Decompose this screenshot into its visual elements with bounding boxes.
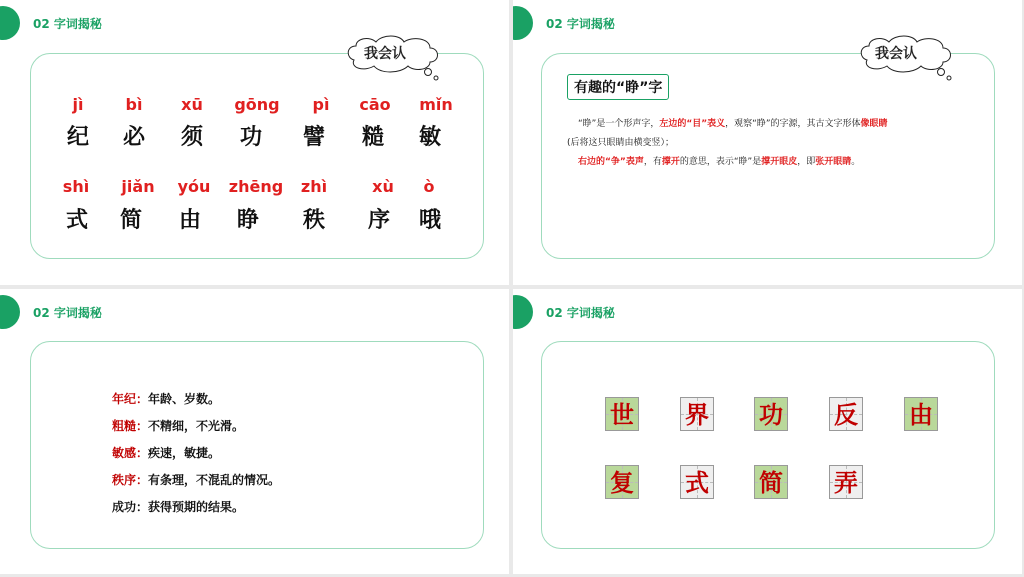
slide-pinyin (0, 0, 509, 285)
text-span: “睁”是一个形声字， (578, 119, 660, 129)
hanzi-char: 序 (367, 208, 390, 233)
pinyin-label: xù (372, 177, 394, 196)
content-panel (541, 341, 995, 549)
hanzi-char: 功 (239, 125, 262, 150)
char-text: 由 (909, 401, 933, 429)
text-span: ，有 (643, 157, 662, 167)
char-text: 简 (759, 469, 783, 497)
char-box (680, 397, 714, 431)
definition-term: 粗糙： (112, 419, 149, 433)
char-text: 复 (610, 469, 634, 497)
pinyin-label: cāo (359, 95, 391, 114)
section-tab-circle (513, 6, 533, 40)
hanzi-char: 哦 (418, 208, 441, 233)
pinyin-label: jiǎn (121, 177, 155, 196)
hanzi-char: 譬 (302, 125, 325, 150)
section-title: 02 字词揭秘 (546, 306, 615, 320)
section-tab-circle (0, 6, 20, 40)
char-text: 反 (834, 401, 858, 429)
char-box (829, 465, 863, 499)
char-box (904, 397, 938, 431)
pinyin-label: shì (62, 177, 90, 196)
definition-term: 敏感： (112, 446, 149, 460)
definition-item (112, 471, 280, 488)
pinyin-label: yóu (177, 177, 211, 196)
hanzi-char: 由 (178, 208, 201, 233)
definition-meaning: 年龄、岁数。 (148, 392, 221, 406)
char-text: 界 (685, 401, 709, 429)
definition-term: 成功： (112, 500, 149, 514)
highlight-span: 撑开 (661, 157, 680, 167)
text-span: 的意思，表示“睁”是 (679, 157, 762, 167)
definition-item (112, 444, 220, 461)
definition-item (112, 498, 244, 515)
char-text: 功 (759, 401, 783, 429)
content-panel (30, 341, 484, 549)
hanzi-char: 必 (122, 125, 145, 150)
definition-item (112, 417, 244, 434)
slide-character-grid (513, 289, 1022, 574)
explanation-line-2: (后将这只眼睛由横变竖）； (567, 138, 675, 148)
section-title: 02 字词揭秘 (546, 17, 615, 31)
pinyin-label: xū (181, 95, 203, 114)
definition-meaning: 疾速，敏捷。 (148, 446, 221, 460)
definition-meaning: 不精细，不光滑。 (148, 419, 245, 433)
hanzi-char: 纪 (66, 125, 89, 150)
hanzi-char: 糙 (361, 125, 384, 150)
section-title: 02 字词揭秘 (33, 306, 102, 320)
pinyin-label: mǐn (419, 95, 453, 114)
pinyin-label: gōng (234, 95, 280, 114)
char-text: 世 (610, 401, 634, 429)
char-box (605, 465, 639, 499)
definition-term: 年纪： (112, 392, 149, 406)
char-text: 式 (685, 469, 709, 497)
cloud-label: 我会认 (875, 46, 917, 62)
slide-heading: 有趣的“睁”字 (567, 74, 669, 100)
hanzi-char: 须 (180, 125, 203, 150)
section-title: 02 字词揭秘 (33, 17, 102, 31)
char-box (754, 465, 788, 499)
section-tab-circle (513, 295, 533, 329)
text-span: 。 (851, 157, 861, 167)
pinyin-label: jì (72, 95, 84, 114)
hanzi-char: 睁 (236, 208, 259, 233)
definition-meaning: 获得预期的结果。 (148, 500, 245, 514)
highlight-span: 右边的“争”表声 (578, 157, 644, 167)
definition-item (112, 390, 220, 407)
char-box (754, 397, 788, 431)
highlight-span: 撑开眼皮 (761, 157, 798, 167)
pinyin-label: ò (423, 177, 435, 196)
explanation-line-1 (578, 116, 888, 129)
highlight-span: 像眼睛 (860, 119, 888, 129)
slide-definitions (0, 289, 509, 574)
hanzi-char: 简 (119, 208, 142, 233)
char-box (829, 397, 863, 431)
section-tab-circle (0, 295, 20, 329)
hanzi-char: 式 (65, 208, 88, 233)
pinyin-label: zhì (300, 177, 328, 196)
explanation-line-3 (578, 154, 860, 167)
highlight-span: 张开眼睛 (815, 157, 852, 167)
pinyin-label: zhēng (228, 177, 284, 196)
char-box (605, 397, 639, 431)
pinyin-label: bì (125, 95, 143, 114)
pinyin-label: pì (312, 95, 330, 114)
char-box (680, 465, 714, 499)
highlight-span: 左边的“目”表义 (659, 119, 726, 129)
definition-term: 秩序： (112, 473, 149, 487)
text-span: ，即 (797, 157, 816, 167)
hanzi-char: 秩 (302, 208, 325, 233)
char-text: 弄 (834, 469, 858, 497)
text-span: ，观察“睁”的字源，其古文字形体 (725, 119, 861, 129)
hanzi-char: 敏 (418, 125, 441, 150)
cloud-label: 我会认 (364, 46, 406, 62)
definition-meaning: 有条理，不混乱的情况。 (148, 473, 281, 487)
